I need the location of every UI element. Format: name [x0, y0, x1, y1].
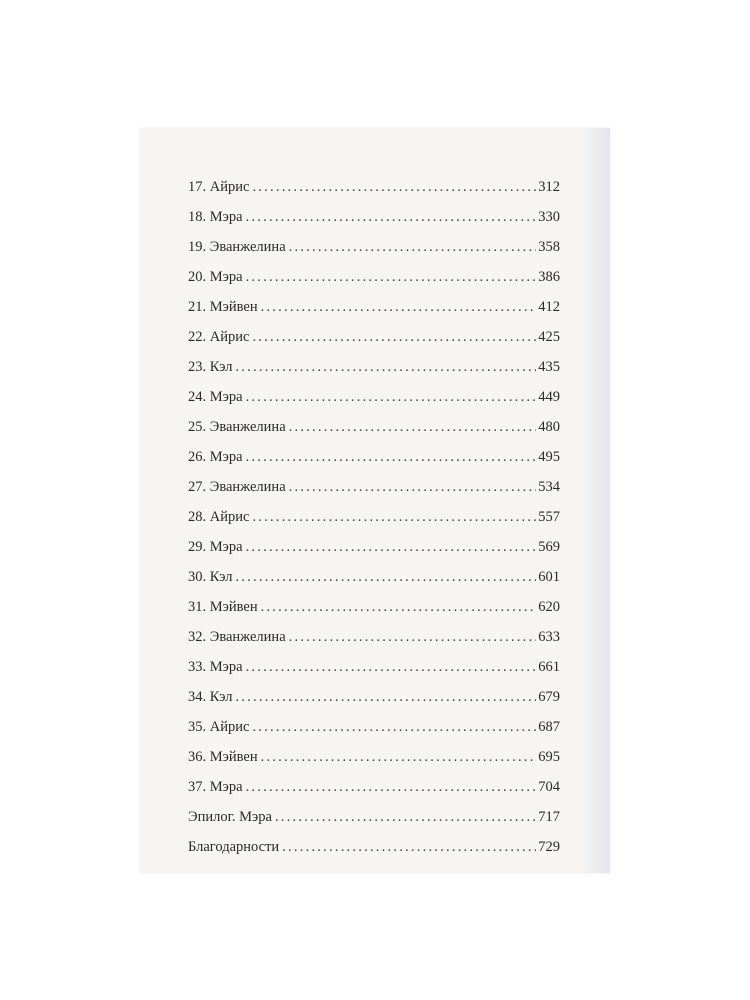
toc-entry	[188, 232, 560, 262]
toc-entry	[188, 592, 560, 622]
toc-entry	[188, 802, 560, 832]
toc-dot-leader	[289, 412, 537, 442]
toc-entry-page-number: 679	[538, 689, 560, 705]
toc-entry-title: 36. Мэйвен	[188, 749, 258, 765]
toc-entry-page-number: 557	[538, 509, 560, 525]
toc-entry-title: 30. Кэл	[188, 569, 233, 585]
book-page	[140, 128, 610, 873]
toc-entry-page-number: 717	[538, 809, 560, 825]
toc-entry-page-number: 386	[538, 269, 560, 285]
toc-dot-leader	[252, 322, 536, 352]
toc-entry	[188, 442, 560, 472]
toc-dot-leader	[246, 262, 537, 292]
toc-entry-page-number: 687	[538, 719, 560, 735]
toc-entry-page-number: 695	[538, 749, 560, 765]
toc-entry-title: 34. Кэл	[188, 689, 233, 705]
toc-entry-page-number: 358	[538, 239, 560, 255]
toc-entry-title: 21. Мэйвен	[188, 299, 258, 315]
toc-entry-title: Благодарности	[188, 839, 280, 855]
toc-entry-title: 27. Эванжелина	[188, 479, 286, 495]
toc-entry	[188, 832, 560, 862]
toc-entry	[188, 532, 560, 562]
toc-dot-leader	[246, 652, 537, 682]
toc-dot-leader	[235, 352, 536, 382]
toc-dot-leader	[261, 592, 537, 622]
toc-dot-leader	[252, 712, 536, 742]
toc-entry-title: 29. Мэра	[188, 539, 243, 555]
toc-entry	[188, 322, 560, 352]
toc-entry-page-number: 449	[538, 389, 560, 405]
toc-dot-leader	[246, 202, 537, 232]
toc-entry-page-number: 704	[538, 779, 560, 795]
toc-entry-title: 37. Мэра	[188, 779, 243, 795]
toc-entry	[188, 472, 560, 502]
toc-entry-title: 25. Эванжелина	[188, 419, 286, 435]
toc-entry	[188, 352, 560, 382]
toc-entry-title: 22. Айрис	[188, 329, 250, 345]
toc-entry	[188, 772, 560, 802]
toc-entry	[188, 502, 560, 532]
toc-dot-leader	[246, 532, 537, 562]
toc-entry-page-number: 312	[538, 179, 560, 195]
toc-entry	[188, 382, 560, 412]
toc-entry	[188, 292, 560, 322]
toc-dot-leader	[252, 172, 536, 202]
toc-dot-leader	[282, 832, 536, 862]
toc-entry-title: 20. Мэра	[188, 269, 243, 285]
toc-entry-title: 35. Айрис	[188, 719, 250, 735]
toc-dot-leader	[275, 802, 536, 832]
toc-entry-title: 24. Мэра	[188, 389, 243, 405]
toc-dot-leader	[235, 682, 536, 712]
toc-dot-leader	[261, 742, 537, 772]
toc-entry	[188, 742, 560, 772]
toc-entry-page-number: 661	[538, 659, 560, 675]
toc-entry	[188, 412, 560, 442]
toc-dot-leader	[289, 472, 537, 502]
toc-entry-page-number: 412	[538, 299, 560, 315]
toc-entry-title: 33. Мэра	[188, 659, 243, 675]
toc-entry-title: 17. Айрис	[188, 179, 250, 195]
toc-entry-title: 28. Айрис	[188, 509, 250, 525]
toc-entry-page-number: 330	[538, 209, 560, 225]
toc-entry-page-number: 601	[538, 569, 560, 585]
toc-entry-page-number: 569	[538, 539, 560, 555]
toc-entry	[188, 682, 560, 712]
toc-entry-page-number: 633	[538, 629, 560, 645]
toc-entry-page-number: 534	[538, 479, 560, 495]
toc-entry-title: Эпилог. Мэра	[188, 809, 272, 825]
toc-dot-leader	[289, 622, 537, 652]
page-edge-shadow	[582, 128, 610, 873]
toc-entry-page-number: 729	[538, 839, 560, 855]
toc-dot-leader	[235, 562, 536, 592]
toc-entry	[188, 172, 560, 202]
toc-entry-title: 26. Мэра	[188, 449, 243, 465]
toc-entry-page-number: 480	[538, 419, 560, 435]
toc-entry-page-number: 425	[538, 329, 560, 345]
toc-entry	[188, 562, 560, 592]
toc-dot-leader	[246, 442, 537, 472]
toc-entry	[188, 622, 560, 652]
toc-entry	[188, 262, 560, 292]
toc-entry	[188, 202, 560, 232]
table-of-contents	[188, 172, 560, 862]
toc-dot-leader	[289, 232, 537, 262]
toc-entry-title: 23. Кэл	[188, 359, 233, 375]
toc-entry	[188, 652, 560, 682]
toc-entry-page-number: 435	[538, 359, 560, 375]
toc-entry-title: 18. Мэра	[188, 209, 243, 225]
toc-dot-leader	[261, 292, 537, 322]
toc-entry-page-number: 495	[538, 449, 560, 465]
toc-dot-leader	[246, 772, 537, 802]
toc-entry-title: 31. Мэйвен	[188, 599, 258, 615]
toc-entry-title: 32. Эванжелина	[188, 629, 286, 645]
toc-entry-page-number: 620	[538, 599, 560, 615]
toc-dot-leader	[246, 382, 537, 412]
toc-dot-leader	[252, 502, 536, 532]
toc-entry	[188, 712, 560, 742]
toc-entry-title: 19. Эванжелина	[188, 239, 286, 255]
